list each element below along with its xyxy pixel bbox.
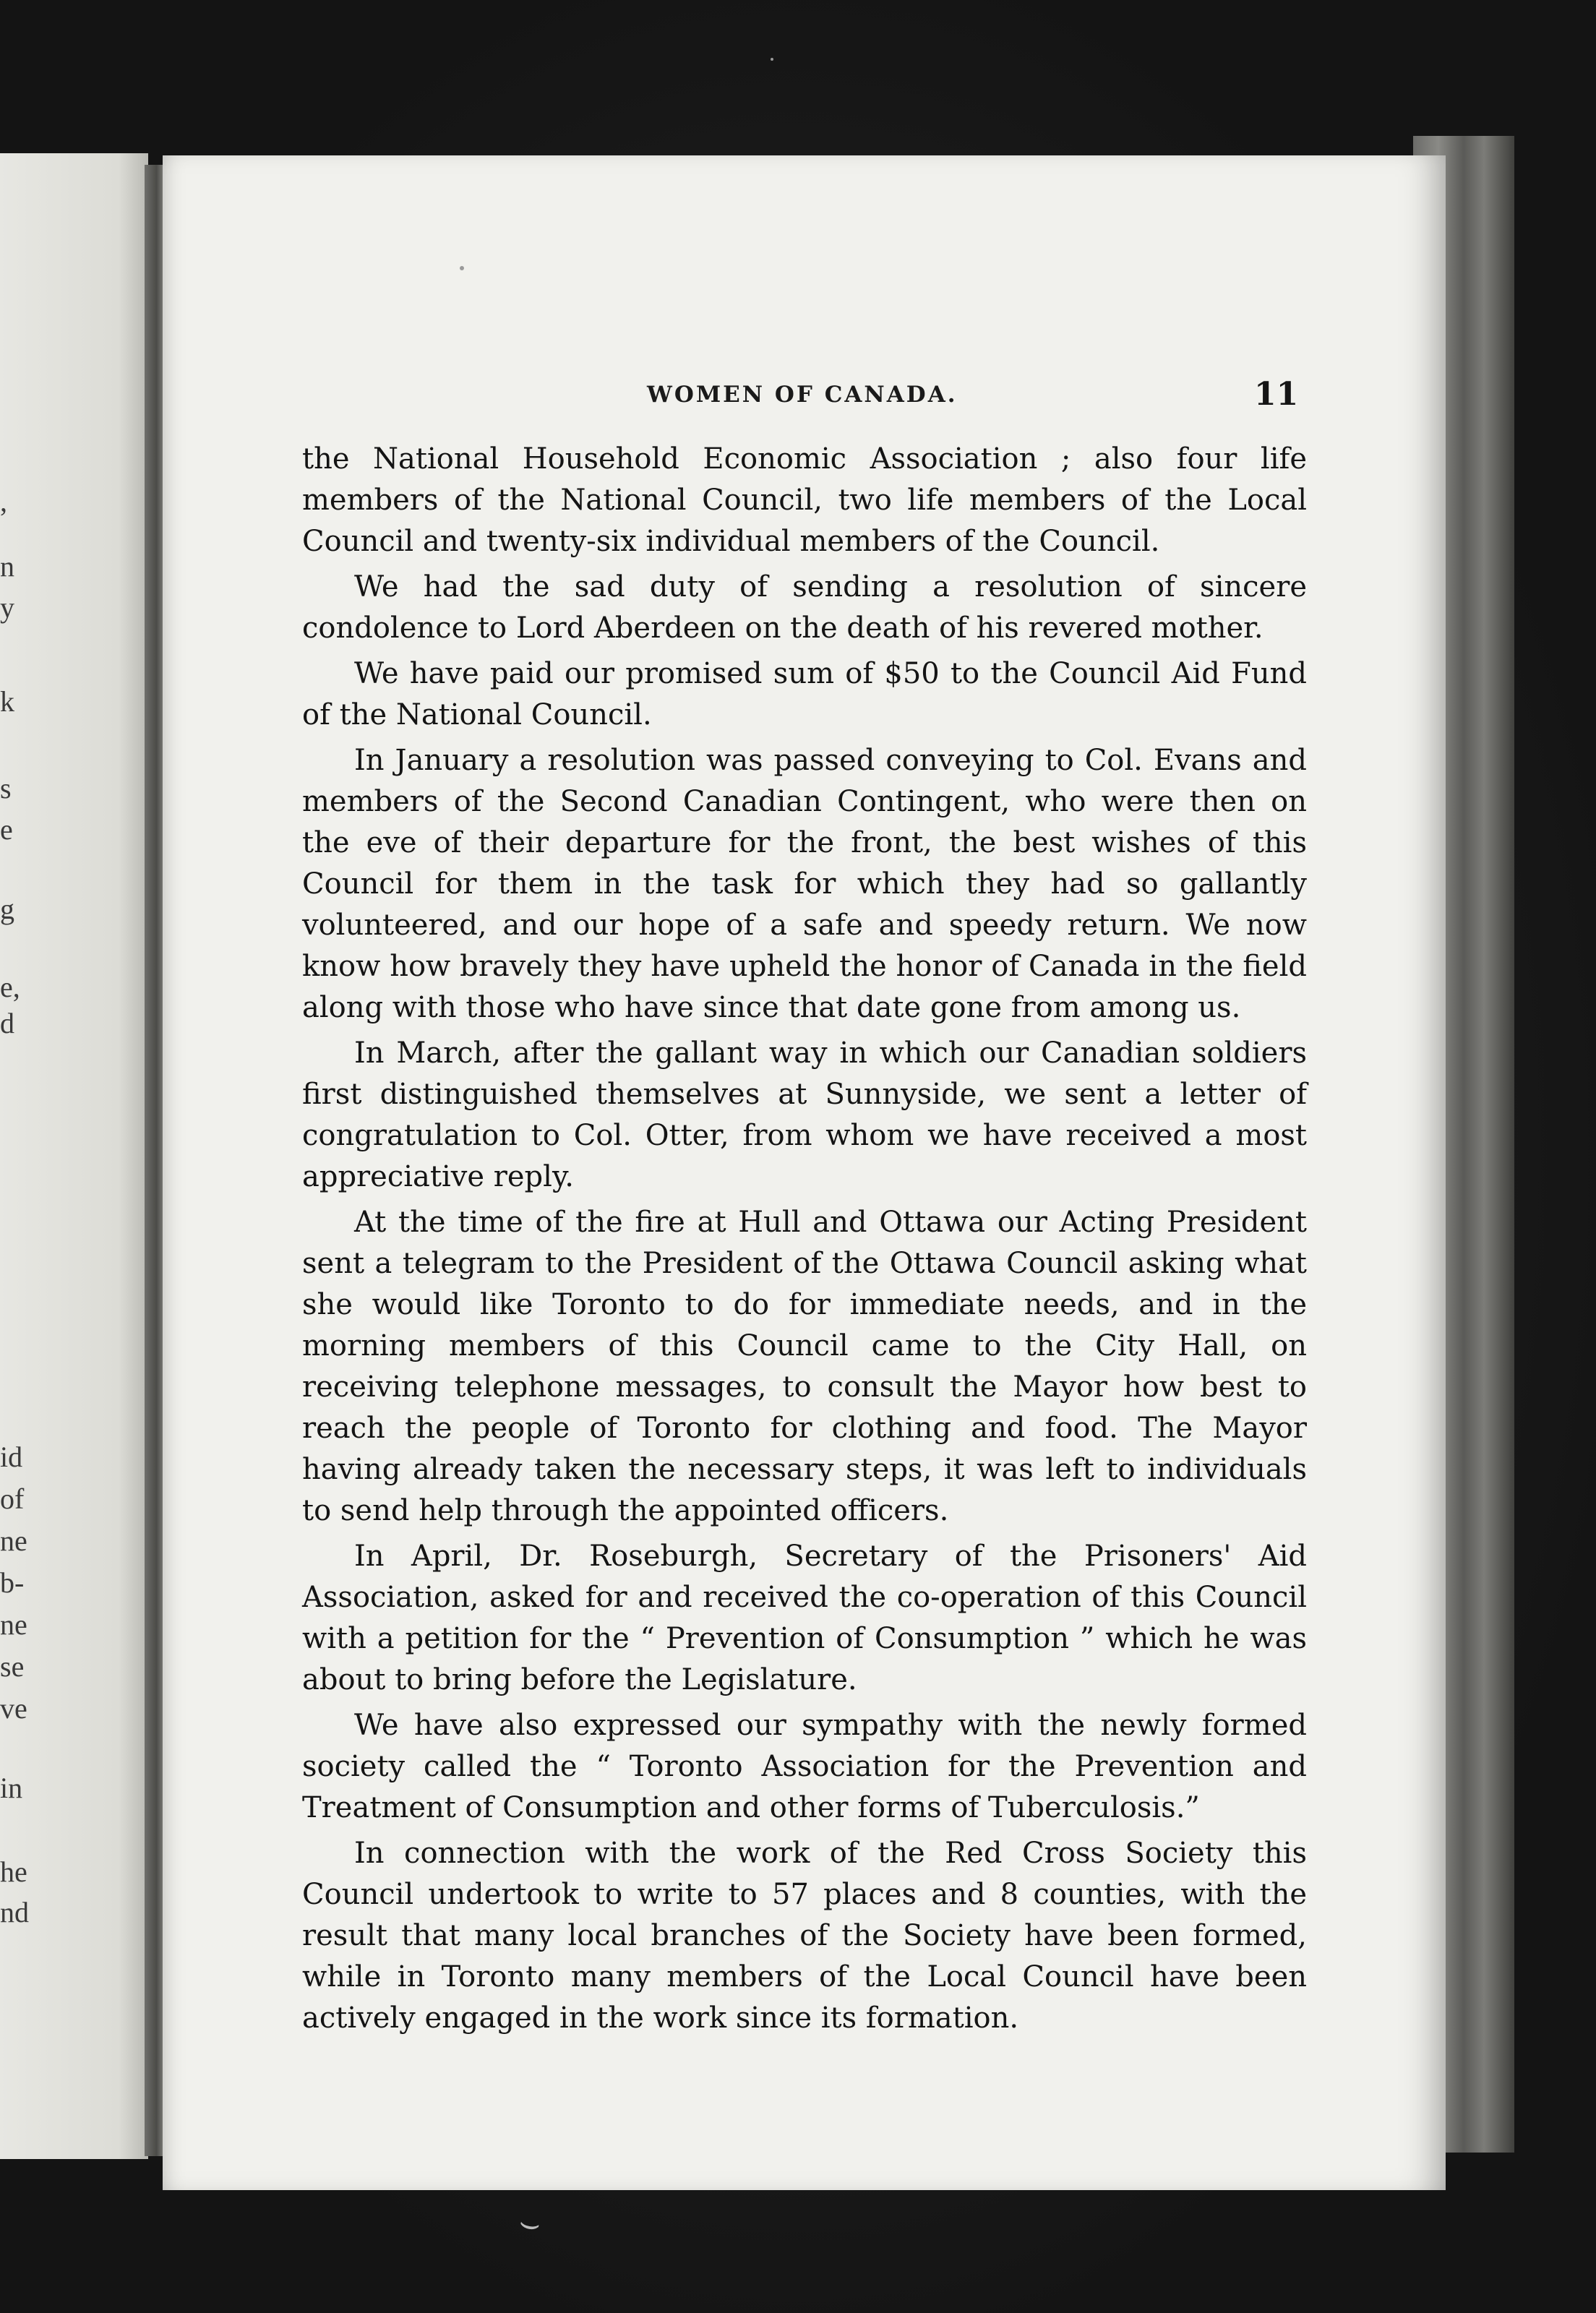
fragment: id bbox=[0, 1441, 23, 1473]
fragment: y bbox=[0, 591, 14, 624]
paragraph: the National Household Economic Association ; also four life members of the National Council, two life members of the Local Council and twenty-six individual members of the Council. bbox=[302, 442, 1307, 558]
paragraph: In connection with the work of the Red Cross Society this Council undertook to write to 57 places and 8 counties, with the result that many local branches of the Society have been formed, while in Toronto many members of the Local Council have been actively engaged in the work since its formation. bbox=[302, 1837, 1307, 2035]
paragraph: At the time of the fire at Hull and Ottawa our Acting President sent a telegram to the President of the Ottawa Council asking what she would like Toronto to do for immediate needs, and in the morning members of this Council came to the City Hall, on receiving telephone messages, to consult the Mayor how best to reach the people of Toronto for clothing and food. The Mayor having already taken the necessary steps, it was left to individuals to send help through the appointed officers. bbox=[302, 1206, 1307, 1527]
paragraph: We have paid our promised sum of $50 to the Council Aid Fund of the National Council. bbox=[302, 657, 1307, 731]
fragment: se bbox=[0, 1650, 25, 1683]
page-body bbox=[302, 439, 1307, 2043]
fragment: nd bbox=[0, 1896, 29, 1928]
fragment: b- bbox=[0, 1566, 25, 1599]
page-header bbox=[163, 376, 1446, 419]
fragment: k bbox=[0, 685, 14, 718]
fragment: n bbox=[0, 550, 14, 583]
fragment: he bbox=[0, 1855, 27, 1888]
paragraph: We have also expressed our sympathy with the newly formed society called the “ Toronto Association for the Prevention and Treatment of Consumption and other forms of Tuberculosis.” bbox=[302, 1709, 1307, 1824]
paragraph: We had the sad duty of sending a resolution of sincere condolence to Lord Aberdeen on the death of his revered mother. bbox=[302, 570, 1307, 645]
scan-mark: ⌣ bbox=[515, 2201, 544, 2244]
fragment: of bbox=[0, 1482, 25, 1515]
fragment: s bbox=[0, 772, 12, 804]
paragraph: In April, Dr. Roseburgh, Secretary of the Prisoners' Aid Association, asked for and received the co-operation of this Council with a petition for the “ Prevention of Consumption ” which he was about to bring before the Legislature. bbox=[302, 1540, 1307, 1696]
fragment: ve bbox=[0, 1692, 27, 1725]
paragraph: In March, after the gallant way in which our Canadian soldiers first distinguished themselves at Sunnyside, we sent a letter of congratulation to Col. Otter, from whom we have received a most appreciative reply. bbox=[302, 1037, 1307, 1193]
previous-page-fragments bbox=[0, 153, 43, 2159]
previous-page-edge bbox=[0, 153, 148, 2159]
dust-speck bbox=[771, 58, 773, 61]
fragment: ne bbox=[0, 1608, 27, 1641]
fragment: ne bbox=[0, 1524, 27, 1557]
running-head: WOMEN OF CANADA. bbox=[647, 382, 958, 408]
fragment: e bbox=[0, 813, 13, 846]
book-page bbox=[163, 155, 1446, 2190]
fragment: d bbox=[0, 1007, 14, 1039]
fragment: e, bbox=[0, 971, 20, 1003]
dust-speck bbox=[460, 266, 464, 270]
fragment: g bbox=[0, 893, 14, 925]
paragraph: In January a resolution was passed conveying to Col. Evans and members of the Second Canadian Contingent, who were then on the eve of their departure for the front, the best wishes of this Council for them in the task for which they had so gallantly volunteered, and our hope of a safe and speedy return. We now know how bravely they have upheld the honor of Canada in the field along with those who have since that date gone from among us. bbox=[302, 744, 1307, 1024]
page-number: 11 bbox=[1254, 376, 1299, 413]
fragment: in bbox=[0, 1772, 23, 1804]
fragment: , bbox=[0, 485, 7, 518]
